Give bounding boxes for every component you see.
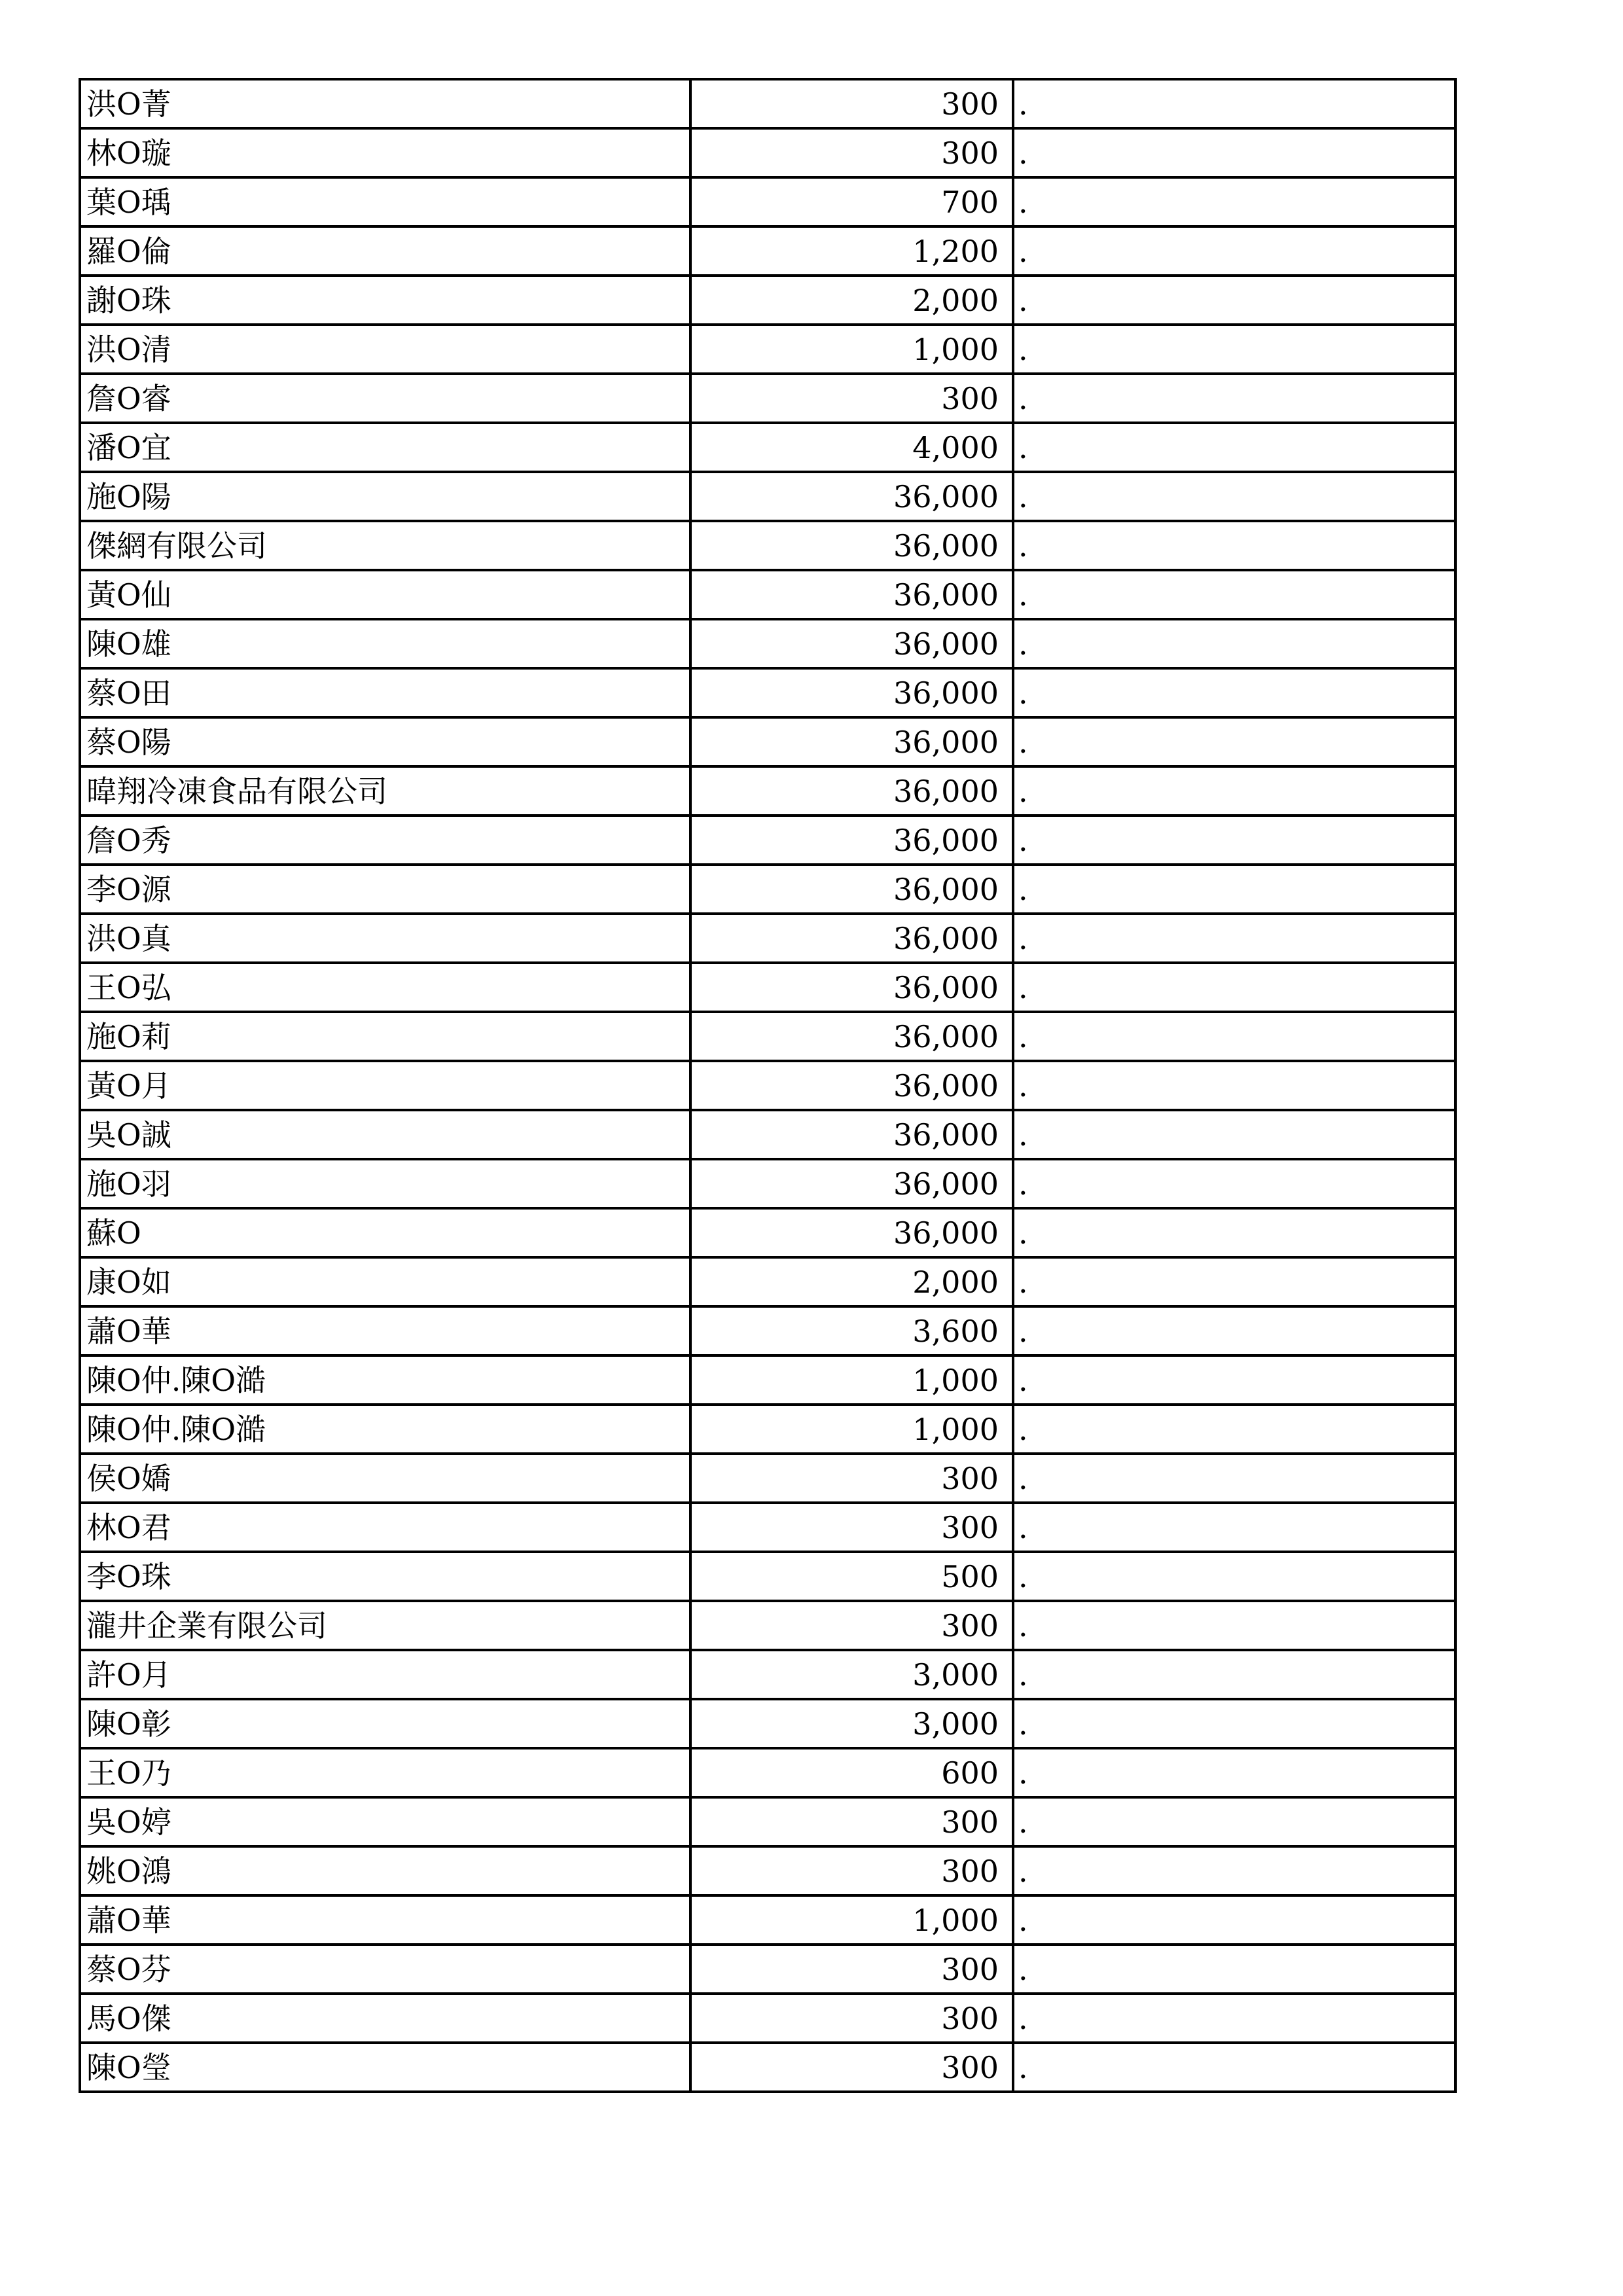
amount-cell: 300: [690, 374, 1013, 423]
note-cell: .: [1013, 1601, 1455, 1650]
table-row: [80, 79, 1455, 128]
donor-name-cell: 陳O仲.陳O澔: [80, 1355, 690, 1405]
table-row: [80, 423, 1455, 472]
table-row: [80, 2043, 1455, 2092]
donor-name-cell: 洪O真: [80, 914, 690, 963]
donor-name-cell: 洪O清: [80, 325, 690, 374]
amount-cell: 36,000: [690, 1159, 1013, 1208]
table-row: [80, 766, 1455, 816]
table-row: [80, 570, 1455, 619]
table-row: [80, 1208, 1455, 1257]
table-row: [80, 1454, 1455, 1503]
table-row: [80, 1355, 1455, 1405]
amount-cell: 36,000: [690, 1012, 1013, 1061]
note-cell: .: [1013, 619, 1455, 668]
note-cell: .: [1013, 1552, 1455, 1601]
table-row: [80, 1503, 1455, 1552]
table-row: [80, 816, 1455, 865]
note-cell: .: [1013, 423, 1455, 472]
amount-cell: 300: [690, 1994, 1013, 2043]
donor-name-cell: 王O乃: [80, 1748, 690, 1797]
note-cell: .: [1013, 1454, 1455, 1503]
table-row: [80, 1846, 1455, 1895]
donor-name-cell: 瀧井企業有限公司: [80, 1601, 690, 1650]
note-cell: .: [1013, 1208, 1455, 1257]
note-cell: .: [1013, 1699, 1455, 1748]
amount-cell: 700: [690, 177, 1013, 226]
table-row: [80, 1797, 1455, 1846]
table-row: [80, 1306, 1455, 1355]
donor-name-cell: 潘O宜: [80, 423, 690, 472]
amount-cell: 36,000: [690, 570, 1013, 619]
table-row: [80, 1748, 1455, 1797]
note-cell: .: [1013, 472, 1455, 521]
table-row: [80, 1159, 1455, 1208]
donor-name-cell: 詹O睿: [80, 374, 690, 423]
table-row: [80, 472, 1455, 521]
amount-cell: 36,000: [690, 717, 1013, 766]
donor-name-cell: 康O如: [80, 1257, 690, 1306]
amount-cell: 3,600: [690, 1306, 1013, 1355]
amount-cell: 1,000: [690, 1895, 1013, 1945]
amount-cell: 36,000: [690, 1110, 1013, 1159]
donor-name-cell: 蔡O田: [80, 668, 690, 717]
donor-name-cell: 林O璇: [80, 128, 690, 177]
amount-cell: 300: [690, 1503, 1013, 1552]
table-row: [80, 325, 1455, 374]
table-row: [80, 276, 1455, 325]
amount-cell: 2,000: [690, 1257, 1013, 1306]
note-cell: .: [1013, 766, 1455, 816]
donor-name-cell: 李O源: [80, 865, 690, 914]
amount-cell: 36,000: [690, 914, 1013, 963]
table-row: [80, 1012, 1455, 1061]
note-cell: .: [1013, 79, 1455, 128]
note-cell: .: [1013, 1159, 1455, 1208]
note-cell: .: [1013, 1503, 1455, 1552]
note-cell: .: [1013, 226, 1455, 276]
table-row: [80, 128, 1455, 177]
table-row: [80, 1405, 1455, 1454]
donor-name-cell: 施O羽: [80, 1159, 690, 1208]
table-row: [80, 177, 1455, 226]
table-row: [80, 1552, 1455, 1601]
note-cell: .: [1013, 1355, 1455, 1405]
amount-cell: 36,000: [690, 865, 1013, 914]
amount-cell: 600: [690, 1748, 1013, 1797]
amount-cell: 1,000: [690, 325, 1013, 374]
donor-name-cell: 蔡O芬: [80, 1945, 690, 1994]
donor-name-cell: 陳O彰: [80, 1699, 690, 1748]
note-cell: .: [1013, 668, 1455, 717]
amount-cell: 300: [690, 1454, 1013, 1503]
donor-name-cell: 黃O仙: [80, 570, 690, 619]
table-row: [80, 374, 1455, 423]
amount-cell: 300: [690, 1846, 1013, 1895]
note-cell: .: [1013, 1012, 1455, 1061]
table-row: [80, 1601, 1455, 1650]
note-cell: .: [1013, 325, 1455, 374]
donor-name-cell: 蕭O華: [80, 1306, 690, 1355]
amount-cell: 300: [690, 79, 1013, 128]
note-cell: .: [1013, 570, 1455, 619]
table-row: [80, 1061, 1455, 1110]
amount-cell: 300: [690, 128, 1013, 177]
note-cell: .: [1013, 717, 1455, 766]
donation-table-body: [80, 79, 1455, 2092]
donor-name-cell: 陳O雄: [80, 619, 690, 668]
table-row: [80, 914, 1455, 963]
amount-cell: 36,000: [690, 1208, 1013, 1257]
note-cell: .: [1013, 1895, 1455, 1945]
table-row: [80, 668, 1455, 717]
donor-name-cell: 許O月: [80, 1650, 690, 1699]
table-row: [80, 865, 1455, 914]
amount-cell: 300: [690, 2043, 1013, 2092]
donor-name-cell: 施O陽: [80, 472, 690, 521]
donor-name-cell: 羅O倫: [80, 226, 690, 276]
note-cell: .: [1013, 128, 1455, 177]
note-cell: .: [1013, 963, 1455, 1012]
amount-cell: 36,000: [690, 963, 1013, 1012]
amount-cell: 36,000: [690, 766, 1013, 816]
donor-name-cell: 蔡O陽: [80, 717, 690, 766]
donor-name-cell: 葉O瑀: [80, 177, 690, 226]
table-row: [80, 1257, 1455, 1306]
table-row: [80, 963, 1455, 1012]
donor-name-cell: 吳O婷: [80, 1797, 690, 1846]
table-row: [80, 226, 1455, 276]
donor-name-cell: 黃O月: [80, 1061, 690, 1110]
donor-name-cell: 吳O誠: [80, 1110, 690, 1159]
donor-name-cell: 暐翔冷凍食品有限公司: [80, 766, 690, 816]
donor-name-cell: 陳O瑩: [80, 2043, 690, 2092]
donor-name-cell: 姚O鴻: [80, 1846, 690, 1895]
note-cell: .: [1013, 1061, 1455, 1110]
note-cell: .: [1013, 1748, 1455, 1797]
amount-cell: 3,000: [690, 1650, 1013, 1699]
amount-cell: 1,000: [690, 1355, 1013, 1405]
amount-cell: 4,000: [690, 423, 1013, 472]
donor-name-cell: 林O君: [80, 1503, 690, 1552]
note-cell: .: [1013, 521, 1455, 570]
table-row: [80, 1110, 1455, 1159]
amount-cell: 36,000: [690, 668, 1013, 717]
note-cell: .: [1013, 1257, 1455, 1306]
note-cell: .: [1013, 865, 1455, 914]
donor-name-cell: 陳O仲.陳O澔: [80, 1405, 690, 1454]
note-cell: .: [1013, 1650, 1455, 1699]
donor-name-cell: 侯O嬌: [80, 1454, 690, 1503]
donor-name-cell: 蘇O: [80, 1208, 690, 1257]
table-row: [80, 1945, 1455, 1994]
note-cell: .: [1013, 2043, 1455, 2092]
amount-cell: 1,000: [690, 1405, 1013, 1454]
note-cell: .: [1013, 1306, 1455, 1355]
note-cell: .: [1013, 374, 1455, 423]
table-row: [80, 521, 1455, 570]
donor-name-cell: 馬O傑: [80, 1994, 690, 2043]
note-cell: .: [1013, 1405, 1455, 1454]
amount-cell: 36,000: [690, 472, 1013, 521]
table-row: [80, 1699, 1455, 1748]
note-cell: .: [1013, 1846, 1455, 1895]
amount-cell: 500: [690, 1552, 1013, 1601]
table-row: [80, 1895, 1455, 1945]
amount-cell: 300: [690, 1797, 1013, 1846]
amount-cell: 300: [690, 1945, 1013, 1994]
note-cell: .: [1013, 1994, 1455, 2043]
amount-cell: 3,000: [690, 1699, 1013, 1748]
amount-cell: 36,000: [690, 619, 1013, 668]
note-cell: .: [1013, 816, 1455, 865]
donor-name-cell: 王O弘: [80, 963, 690, 1012]
note-cell: .: [1013, 177, 1455, 226]
amount-cell: 300: [690, 1601, 1013, 1650]
amount-cell: 36,000: [690, 816, 1013, 865]
donor-name-cell: 洪O菁: [80, 79, 690, 128]
table-row: [80, 717, 1455, 766]
note-cell: .: [1013, 914, 1455, 963]
note-cell: .: [1013, 1110, 1455, 1159]
donor-name-cell: 謝O珠: [80, 276, 690, 325]
donor-name-cell: 傑網有限公司: [80, 521, 690, 570]
donor-name-cell: 蕭O華: [80, 1895, 690, 1945]
donation-table: [79, 78, 1457, 2093]
donor-name-cell: 施O莉: [80, 1012, 690, 1061]
table-row: [80, 619, 1455, 668]
table-row: [80, 1650, 1455, 1699]
table-row: [80, 1994, 1455, 2043]
amount-cell: 36,000: [690, 1061, 1013, 1110]
note-cell: .: [1013, 1945, 1455, 1994]
amount-cell: 1,200: [690, 226, 1013, 276]
donor-name-cell: 詹O秀: [80, 816, 690, 865]
note-cell: .: [1013, 276, 1455, 325]
amount-cell: 36,000: [690, 521, 1013, 570]
amount-cell: 2,000: [690, 276, 1013, 325]
donor-name-cell: 李O珠: [80, 1552, 690, 1601]
note-cell: .: [1013, 1797, 1455, 1846]
